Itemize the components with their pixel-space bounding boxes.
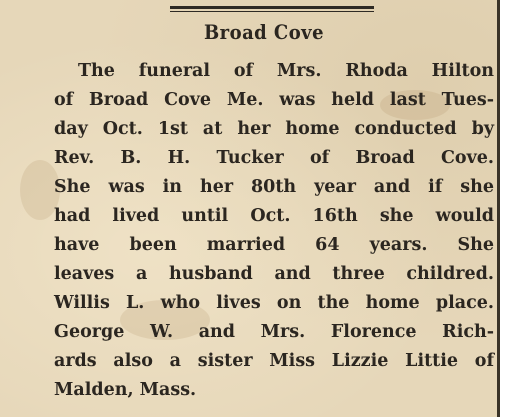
article-body: [54, 57, 494, 405]
top-rule-thin: [170, 11, 374, 12]
article-line: ards also a sister Miss Lizzie Littie of: [54, 351, 494, 371]
article-line: day Oct. 1st at her home conducted by: [54, 119, 494, 139]
article-line: Willis L. who lives on the home place.: [54, 293, 494, 313]
clipping-border: [497, 0, 500, 417]
article-line: Rev. B. H. Tucker of Broad Cove.: [54, 148, 494, 168]
article-line: She was in her 80th year and if she: [54, 177, 494, 197]
article-line: Malden, Mass.: [54, 380, 197, 400]
article-line: had lived until Oct. 16th she would: [54, 206, 494, 226]
article-line: have been married 64 years. She: [54, 235, 494, 255]
article-line: George W. and Mrs. Florence Rich-: [54, 322, 494, 342]
article-line: of Broad Cove Me. was held last Tues-: [54, 90, 494, 110]
article-line: leaves a husband and three childred.: [54, 264, 494, 284]
top-rule: [170, 6, 374, 9]
article-heading: Broad Cove: [204, 20, 324, 44]
article-line: The funeral of Mrs. Rhoda Hilton: [78, 61, 494, 81]
